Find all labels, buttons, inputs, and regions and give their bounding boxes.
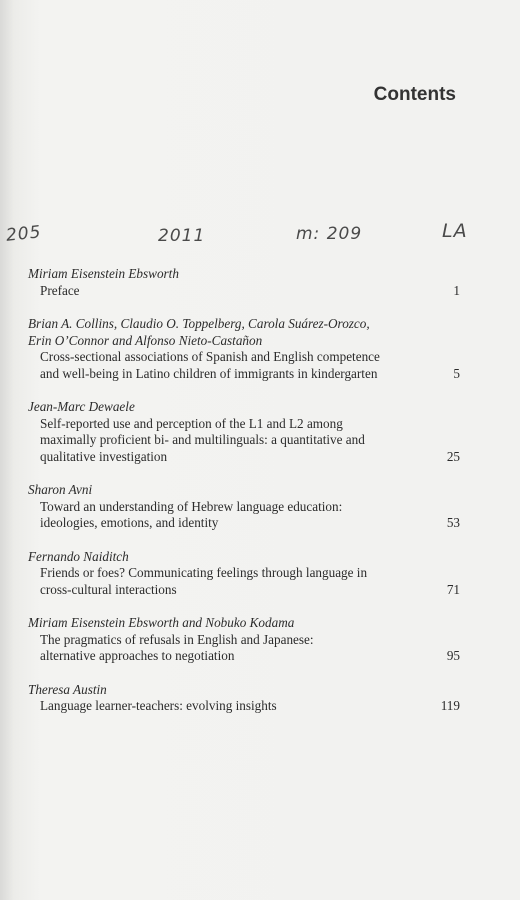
toc-entry bbox=[28, 316, 460, 382]
entry-author: Erin O’Connor and Alfonso Nieto-Castañon bbox=[28, 332, 263, 348]
handwritten-note: m: 209 bbox=[296, 224, 363, 244]
chapter-title: qualitative investigation bbox=[40, 448, 168, 464]
page-number: 95 bbox=[446, 648, 460, 663]
chapter-row bbox=[28, 698, 460, 715]
entry-author: Miriam Eisenstein Ebsworth and Nobuko Kodama bbox=[28, 615, 295, 630]
toc-entry bbox=[28, 482, 460, 532]
page-number: 53 bbox=[446, 515, 460, 530]
handwritten-note: LA bbox=[442, 220, 468, 242]
chapter-row bbox=[28, 565, 460, 598]
page-number: 5 bbox=[453, 365, 460, 381]
entry-author: Fernando Naiditch bbox=[28, 548, 129, 564]
chapter-row bbox=[28, 632, 460, 665]
handwritten-note: 205 bbox=[5, 222, 43, 246]
entry-author: Sharon Avni bbox=[28, 482, 93, 497]
chapter-row bbox=[28, 283, 460, 300]
chapter-title: Language learner-teachers: evolving insights bbox=[40, 698, 277, 713]
chapter-title: Friends or foes? Communicating feelings through language in bbox=[40, 565, 368, 580]
page-title: Contents bbox=[373, 84, 456, 105]
page-number: 25 bbox=[446, 448, 460, 464]
chapter-title: maximally proficient bi- and multilinguals: a quantitative and bbox=[40, 432, 365, 447]
chapter-title: Preface bbox=[40, 282, 80, 298]
chapter-row bbox=[28, 349, 460, 382]
page-number: 1 bbox=[453, 282, 460, 298]
chapter-title: ideologies, emotions, and identity bbox=[40, 515, 219, 530]
handwritten-annotations bbox=[0, 220, 520, 260]
toc-entry bbox=[28, 399, 460, 465]
handwritten-note: 2011 bbox=[158, 226, 206, 246]
chapter-title: Cross-sectional associations of Spanish and English competence bbox=[40, 349, 380, 364]
toc-entry bbox=[28, 682, 460, 715]
chapter-title: alternative approaches to negotiation bbox=[40, 648, 235, 663]
chapter-title: Self-reported use and perception of the L1 and L2 among bbox=[40, 415, 343, 431]
table-of-contents bbox=[28, 266, 460, 732]
chapter-row bbox=[28, 416, 460, 466]
chapter-title: Toward an understanding of Hebrew language education: bbox=[40, 498, 343, 514]
page-number: 71 bbox=[446, 581, 460, 597]
entry-author: Theresa Austin bbox=[28, 681, 107, 697]
chapter-row bbox=[28, 499, 460, 532]
entry-author: Miriam Eisenstein Ebsworth bbox=[28, 266, 179, 281]
chapter-title: The pragmatics of refusals in English and Japanese: bbox=[40, 631, 314, 647]
chapter-title: and well-being in Latino children of immigrants in kindergarten bbox=[40, 365, 378, 381]
entry-author: Brian A. Collins, Claudio O. Toppelberg, Carola Suárez-Orozco, bbox=[28, 316, 370, 331]
chapter-title: cross-cultural interactions bbox=[40, 581, 177, 597]
toc-entry bbox=[28, 266, 460, 299]
toc-entry bbox=[28, 615, 460, 665]
toc-entry bbox=[28, 549, 460, 599]
page-number: 119 bbox=[440, 698, 460, 713]
entry-author: Jean-Marc Dewaele bbox=[28, 399, 135, 414]
